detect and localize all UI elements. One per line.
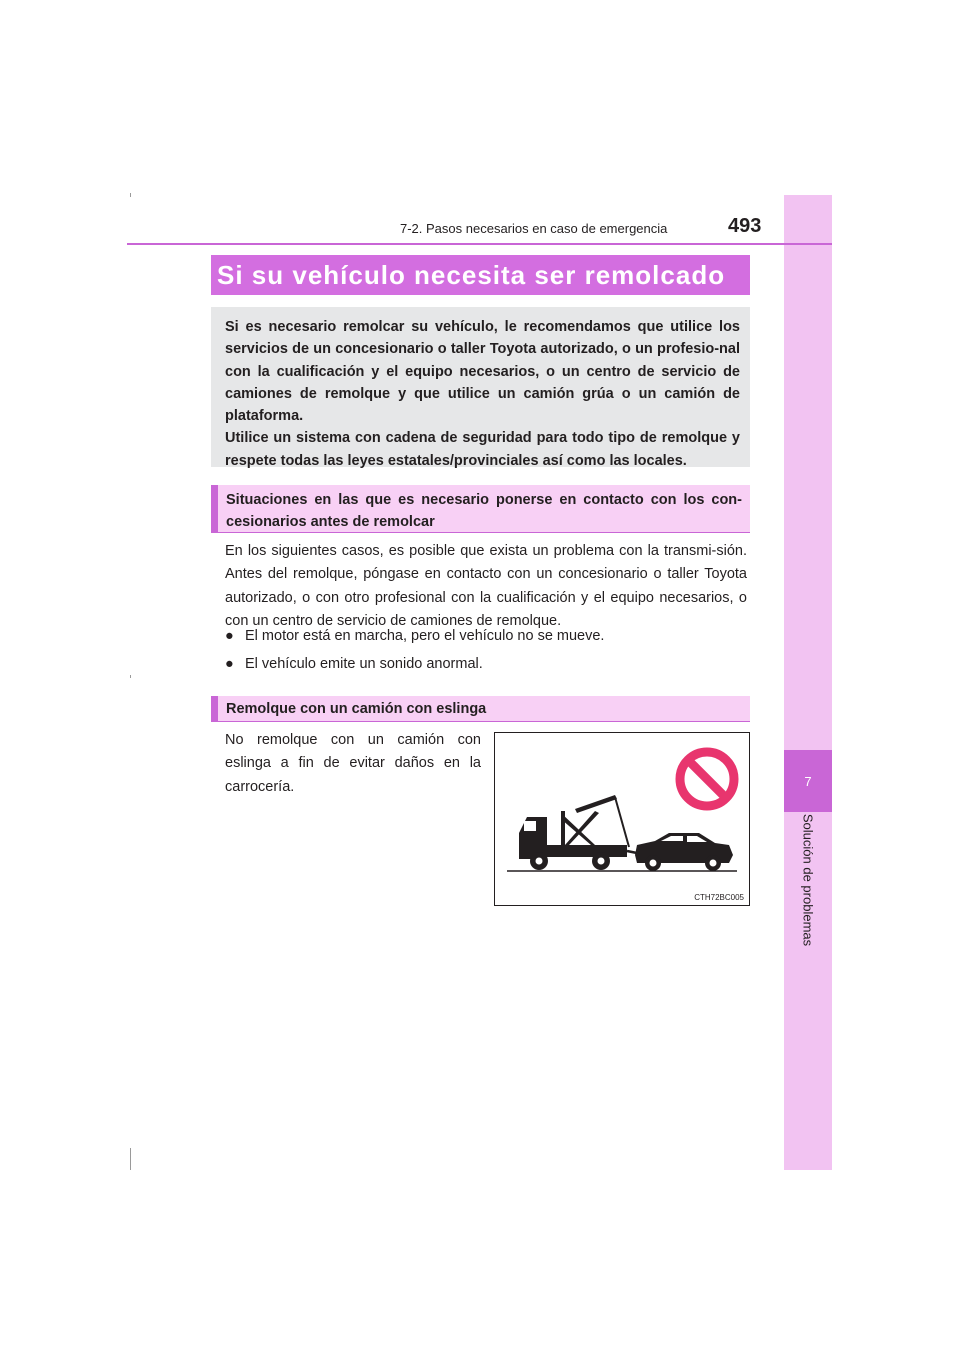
- chapter-tab[interactable]: [784, 750, 832, 812]
- tow-truck-illustration: [495, 733, 749, 905]
- header-rule: [127, 243, 832, 245]
- intro-box: [211, 307, 750, 467]
- tow-truck-figure: [494, 732, 750, 906]
- page-number: 493: [728, 215, 762, 237]
- section-body: No remolque con un camión con eslinga a fin de evitar daños en la carrocería.: [225, 732, 481, 795]
- side-tab-upper: [784, 195, 832, 750]
- running-head: 7-2. Pasos necesarios en caso de emergencia: [400, 221, 668, 236]
- intro-paragraph: Utilice un sistema con cadena de seguridad para todo tipo de remolque y respete todas las leyes estatales/provinciales así como las locales.: [225, 430, 740, 469]
- list-item-text: El vehículo emite un sonido anormal.: [245, 656, 483, 672]
- chapter-title: Solución de problemas: [800, 813, 816, 947]
- page-title: Si su vehículo necesita ser remolcado: [211, 255, 750, 295]
- chapter-number: 7: [804, 773, 812, 789]
- bullet-icon: ●: [225, 656, 234, 672]
- section-body: En los siguientes casos, es posible que exista un problema con la transmi-sión. Antes del remolque, póngase en contacto con un concesionario o taller Toyota autorizado, o con otro profesional con la cualificación y el equipo necesarios, o con un centro de servicio de camiones de remolque.: [225, 543, 747, 629]
- bullet-icon: ●: [225, 628, 234, 644]
- section-heading: Remolque con un camión con eslinga: [211, 696, 750, 722]
- crop-mark: [130, 675, 131, 678]
- crop-mark: [130, 193, 131, 197]
- list-item: [225, 653, 483, 675]
- intro-paragraph: Si es necesario remolcar su vehículo, le recomendamos que utilice los servicios de un concesionario o taller Toyota autorizado, o un profesio-nal con la cualificación y el equipo necesarios, o un centro de servicio de camiones de remolque y que utilice un camión grúa o un camión de plataforma.: [225, 319, 740, 425]
- list-item: [225, 625, 604, 647]
- prohibition-icon: [680, 752, 734, 806]
- figure-code: CTH72BC005: [694, 893, 744, 902]
- crop-mark: [130, 1148, 131, 1170]
- section-heading: Situaciones en las que es necesario ponerse en contacto con los con-cesionarios antes de remolcar: [211, 485, 750, 533]
- list-item-text: El motor está en marcha, pero el vehículo no se mueve.: [245, 628, 605, 644]
